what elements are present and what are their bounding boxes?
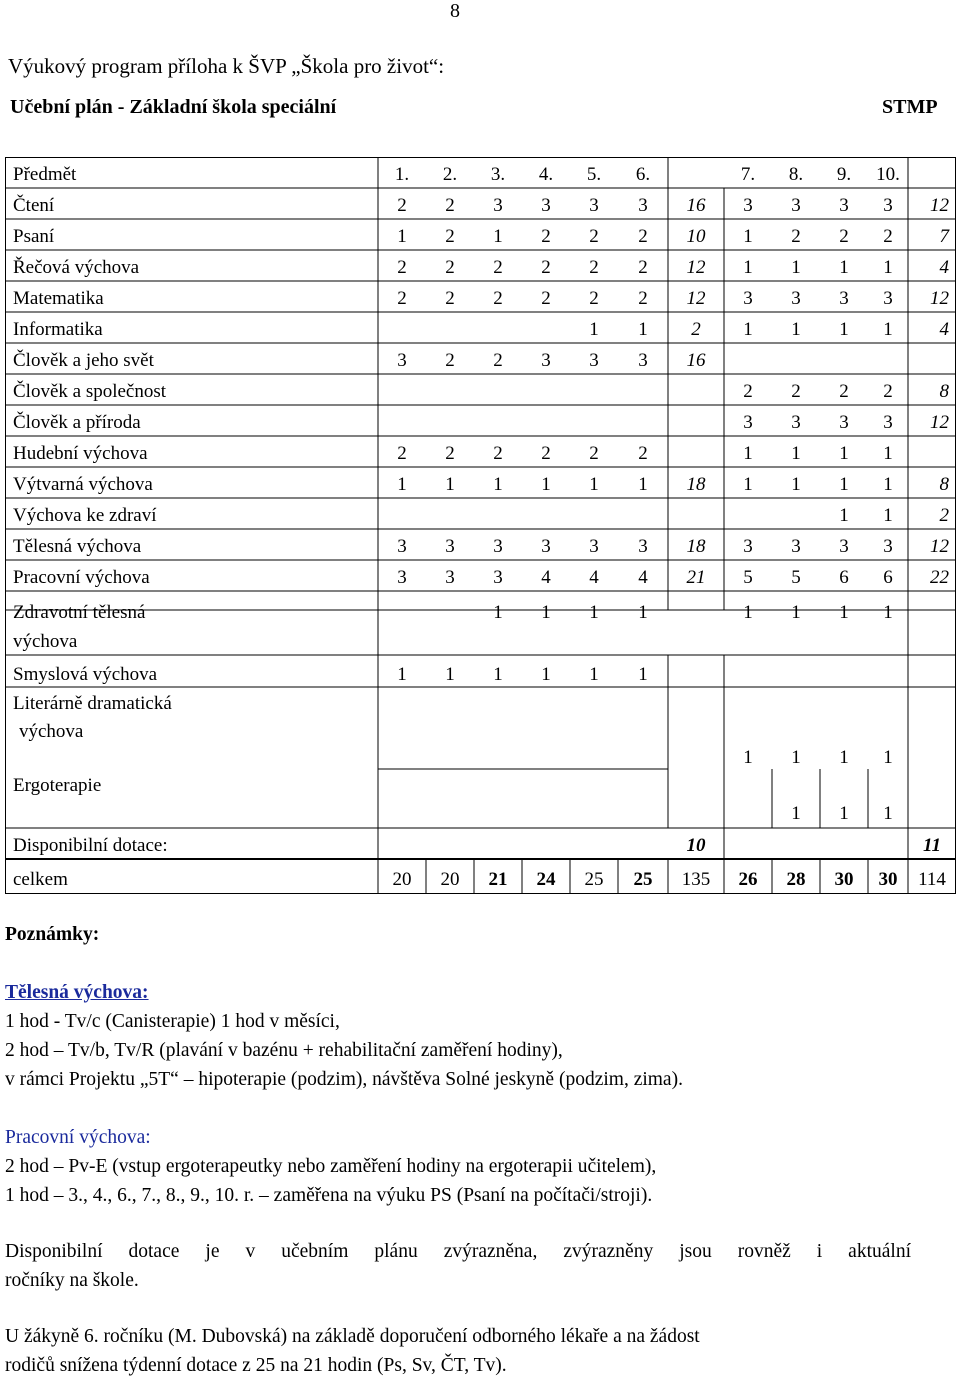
table-cell: 3 <box>839 412 849 433</box>
table-cell: 2 <box>397 443 407 464</box>
table-cell: 3 <box>743 195 753 216</box>
table-cell: 1 <box>397 474 407 495</box>
plan-title: Učební plán - Základní škola speciální <box>10 96 337 118</box>
total-cell: 20 <box>440 869 460 890</box>
table-cell: 3 <box>493 195 503 216</box>
document-title: Výukový program příloha k ŠVP „Škola pro život“: <box>8 54 445 78</box>
total-cell: 28 <box>786 869 806 890</box>
table-cell: 1 <box>743 443 753 464</box>
table-cell: 1 <box>743 602 753 623</box>
table-cell: 3 <box>883 412 893 433</box>
table-cell: 1 <box>743 474 753 495</box>
table-cell: 2 <box>638 226 648 247</box>
table-cell: 3 <box>638 195 648 216</box>
subtotal-cell: 12 <box>930 195 949 216</box>
table-cell: 6 <box>839 567 849 588</box>
table-cell: 2 <box>541 443 551 464</box>
subtotal-cell: 8 <box>939 474 949 495</box>
subtotal-cell: 18 <box>686 536 706 557</box>
table-cell: 2 <box>541 257 551 278</box>
table-cell: 2 <box>791 226 801 247</box>
table-cell: 1 <box>638 319 648 340</box>
table-cell: 1 <box>883 747 893 768</box>
table-cell: 3 <box>397 536 407 557</box>
column-header: 8. <box>788 164 804 185</box>
table-cell: 1 <box>589 602 599 623</box>
column-header: 5. <box>586 164 602 185</box>
row-label: Matematika <box>13 288 104 309</box>
row-label: Výchova ke zdraví <box>13 505 157 526</box>
table-cell: 3 <box>589 350 599 371</box>
table-cell: 2 <box>397 257 407 278</box>
table-cell: 1 <box>791 747 801 768</box>
notes-pv-line: 2 hod – Pv-E (vstup ergoterapeutky nebo zaměření hodiny na ergoterapii učitelem), <box>5 1156 657 1177</box>
table-cell: 1 <box>445 664 455 685</box>
table-cell: 2 <box>445 443 455 464</box>
table-cell: 3 <box>883 195 893 216</box>
subtotal-cell: 18 <box>686 474 706 495</box>
column-header: 9. <box>836 164 852 185</box>
table-cell: 1 <box>638 602 648 623</box>
table-cell: 2 <box>883 226 893 247</box>
notes-disp-line: ročníky na škole. <box>5 1270 139 1291</box>
notes-heading: Poznámky: <box>5 924 100 945</box>
table-cell: 2 <box>445 195 455 216</box>
subtotal-cell: 12 <box>930 412 949 433</box>
row-label: Člověk a jeho svět <box>13 350 154 371</box>
table-cell: 2 <box>493 257 503 278</box>
table-cell: 3 <box>493 536 503 557</box>
subtotal-cell: 12 <box>686 257 706 278</box>
row-label: Psaní <box>13 226 55 247</box>
table-cell: 2 <box>589 443 599 464</box>
table-cell: 1 <box>589 474 599 495</box>
table-cell: 1 <box>791 474 801 495</box>
table-cell: 1 <box>883 319 893 340</box>
disposable-value: 10 <box>686 835 706 856</box>
table-cell: 1 <box>883 803 893 824</box>
table-cell: 2 <box>397 195 407 216</box>
table-cell: 2 <box>445 350 455 371</box>
subtotal-cell: 12 <box>686 288 706 309</box>
table-cell: 2 <box>397 288 407 309</box>
notes-section <box>5 920 911 1380</box>
table-cell: 1 <box>791 319 801 340</box>
table-cell: 1 <box>839 474 849 495</box>
row-label: výchova <box>13 631 78 652</box>
table-cell: 1 <box>638 474 648 495</box>
table-cell: 1 <box>743 319 753 340</box>
table-cell: 3 <box>493 567 503 588</box>
column-header: 3. <box>490 164 506 185</box>
table-cell: 2 <box>541 288 551 309</box>
table-cell: 3 <box>445 567 455 588</box>
table-cell: 1 <box>589 664 599 685</box>
notes-student-line: U žákyně 6. ročníku (M. Dubovská) na základě doporučení odborného lékaře a na žádost <box>5 1326 700 1347</box>
table-cell: 3 <box>397 350 407 371</box>
notes-pv-title: Pracovní výchova: <box>5 1127 151 1148</box>
table-cell: 2 <box>541 226 551 247</box>
subtotal-cell: 12 <box>930 288 949 309</box>
table-cell: 1 <box>883 474 893 495</box>
table-cell: 1 <box>493 664 503 685</box>
table-cell: 5 <box>743 567 753 588</box>
subtotal-cell: 12 <box>930 536 949 557</box>
total-cell: 24 <box>536 869 556 890</box>
table-cell: 4 <box>541 567 551 588</box>
row-label: Čtení <box>13 195 55 216</box>
row-label: Disponibilní dotace: <box>13 835 168 856</box>
table-cell: 2 <box>589 257 599 278</box>
table-cell: 3 <box>445 536 455 557</box>
table-cell: 2 <box>791 381 801 402</box>
subtotal-cell: 22 <box>930 567 949 588</box>
table-cell: 3 <box>589 536 599 557</box>
table-cell: 1 <box>839 803 849 824</box>
subtotal-cell: 16 <box>686 195 706 216</box>
table-cell: 3 <box>791 288 801 309</box>
table-cell: 2 <box>638 288 648 309</box>
total-cell: 20 <box>392 869 412 890</box>
table-cell: 1 <box>839 747 849 768</box>
table-cell: 1 <box>397 664 407 685</box>
row-label: Pracovní výchova <box>13 567 150 588</box>
row-label: Tělesná výchova <box>13 536 142 557</box>
table-cell: 3 <box>791 195 801 216</box>
notes-tv-title: Tělesná výchova: <box>5 982 149 1003</box>
table-cell: 1 <box>541 474 551 495</box>
column-header: 6. <box>635 164 651 185</box>
table-cell: 2 <box>445 226 455 247</box>
row-label: Řečová výchova <box>13 257 140 278</box>
row-label: Hudební výchova <box>13 443 148 464</box>
row-label: Člověk a společnost <box>13 381 167 402</box>
table-cell: 2 <box>883 381 893 402</box>
table-cell: 3 <box>589 195 599 216</box>
table-cell: 1 <box>638 664 648 685</box>
curriculum-table <box>5 157 956 894</box>
table-cell: 3 <box>883 536 893 557</box>
table-cell: 1 <box>743 226 753 247</box>
notes-disp-line: Disponibilní dotace je v učebním plánu zvýrazněna, zvýrazněny jsou rovněž i aktuální <box>5 1241 911 1262</box>
column-header: 1. <box>394 164 410 185</box>
table-cell: 3 <box>791 536 801 557</box>
table-cell: 1 <box>743 747 753 768</box>
table-cell: 2 <box>839 226 849 247</box>
table-cell: 1 <box>883 257 893 278</box>
row-label: výchova <box>19 721 84 742</box>
table-cell: 3 <box>791 412 801 433</box>
table-cell: 1 <box>589 319 599 340</box>
row-label: celkem <box>13 869 68 890</box>
row-label: Zdravotní tělesná <box>13 602 146 623</box>
table-cell: 1 <box>791 443 801 464</box>
notes-tv-line: 2 hod – Tv/b, Tv/R (plavání v bazénu + rehabilitační zaměření hodiny), <box>5 1040 563 1061</box>
table-cell: 3 <box>743 412 753 433</box>
subtotal-cell: 10 <box>686 226 706 247</box>
table-cell: 1 <box>397 226 407 247</box>
total-cell: 25 <box>633 869 653 890</box>
table-cell: 1 <box>541 664 551 685</box>
page-number: 8 <box>450 0 460 22</box>
table-cell: 3 <box>397 567 407 588</box>
table-cell: 3 <box>638 536 648 557</box>
notes-tv-line: v rámci Projektu „5T“ – hipoterapie (podzim), návštěva Solné jeskyně (podzim, zima). <box>5 1069 683 1090</box>
table-cell: 2 <box>839 381 849 402</box>
table-cell: 1 <box>791 803 801 824</box>
table-cell: 1 <box>493 474 503 495</box>
table-cell: 3 <box>883 288 893 309</box>
total-cell: 135 <box>681 869 711 890</box>
row-label: Smyslová výchova <box>13 664 158 685</box>
table-cell: 1 <box>445 474 455 495</box>
table-cell: 1 <box>883 505 893 526</box>
table-cell: 1 <box>883 602 893 623</box>
table-cell: 4 <box>638 567 648 588</box>
table-cell: 2 <box>493 288 503 309</box>
table-cell: 3 <box>743 288 753 309</box>
table-cell: 2 <box>445 288 455 309</box>
table-cell: 3 <box>541 195 551 216</box>
subtotal-cell: 8 <box>939 381 949 402</box>
table-cell: 1 <box>839 257 849 278</box>
table-cell: 1 <box>839 505 849 526</box>
subtotal-cell: 4 <box>939 319 949 340</box>
notes-student-line: rodičů snížena týdenní dotace z 25 na 21 hodin (Ps, Sv, ČT, Tv). <box>5 1355 507 1376</box>
row-label: Člověk a příroda <box>13 412 141 433</box>
subtotal-cell: 2 <box>939 505 949 526</box>
table-cell: 1 <box>493 226 503 247</box>
table-cell: 2 <box>638 257 648 278</box>
plan-tag: STMP <box>882 96 938 118</box>
total-cell: 26 <box>738 869 758 890</box>
table-cell: 2 <box>445 257 455 278</box>
notes-pv-line: 1 hod – 3., 4., 6., 7., 8., 9., 10. r. – zaměřena na výuku PS (Psaní na počítači/stroji). <box>5 1185 653 1206</box>
table-cell: 6 <box>883 567 893 588</box>
table-cell: 4 <box>589 567 599 588</box>
table-cell: 2 <box>493 350 503 371</box>
total-cell: 30 <box>878 869 898 890</box>
column-header: 4. <box>538 164 554 185</box>
table-cell: 2 <box>589 288 599 309</box>
table-cell: 1 <box>541 602 551 623</box>
table-cell: 3 <box>638 350 648 371</box>
table-cell: 5 <box>791 567 801 588</box>
table-cell: 3 <box>541 350 551 371</box>
row-label: Ergoterapie <box>13 775 102 796</box>
table-cell: 1 <box>791 257 801 278</box>
subtotal-cell: 21 <box>686 567 706 588</box>
row-label: Literárně dramatická <box>13 693 172 714</box>
table-cell: 3 <box>839 536 849 557</box>
notes-tv-line: 1 hod - Tv/c (Canisterapie) 1 hod v měsíci, <box>5 1011 340 1032</box>
table-cell: 3 <box>839 288 849 309</box>
total-cell: 30 <box>834 869 854 890</box>
table-cell: 3 <box>541 536 551 557</box>
row-label: Informatika <box>13 319 103 340</box>
total-cell: 21 <box>488 869 508 890</box>
table-cell: 1 <box>839 443 849 464</box>
subtotal-cell: 2 <box>691 319 701 340</box>
subtotal-cell: 16 <box>686 350 706 371</box>
table-cell: 2 <box>638 443 648 464</box>
table-cell: 2 <box>743 381 753 402</box>
column-header: 2. <box>442 164 458 185</box>
table-cell: 1 <box>839 319 849 340</box>
table-cell: 1 <box>743 257 753 278</box>
disposable-value: 11 <box>923 835 941 856</box>
table-cell: 3 <box>839 195 849 216</box>
table-cell: 1 <box>791 602 801 623</box>
table-cell: 1 <box>839 602 849 623</box>
column-header: 10. <box>876 164 900 185</box>
table-cell: 1 <box>883 443 893 464</box>
table-cell: 3 <box>743 536 753 557</box>
column-header: Předmět <box>13 164 77 185</box>
table-cell: 2 <box>493 443 503 464</box>
total-cell: 114 <box>918 869 946 890</box>
subtotal-cell: 4 <box>939 257 949 278</box>
row-label: Výtvarná výchova <box>13 474 153 495</box>
subtotal-cell: 7 <box>939 226 949 247</box>
total-cell: 25 <box>584 869 604 890</box>
table-cell: 1 <box>493 602 503 623</box>
column-header: 7. <box>740 164 756 185</box>
table-cell: 2 <box>589 226 599 247</box>
